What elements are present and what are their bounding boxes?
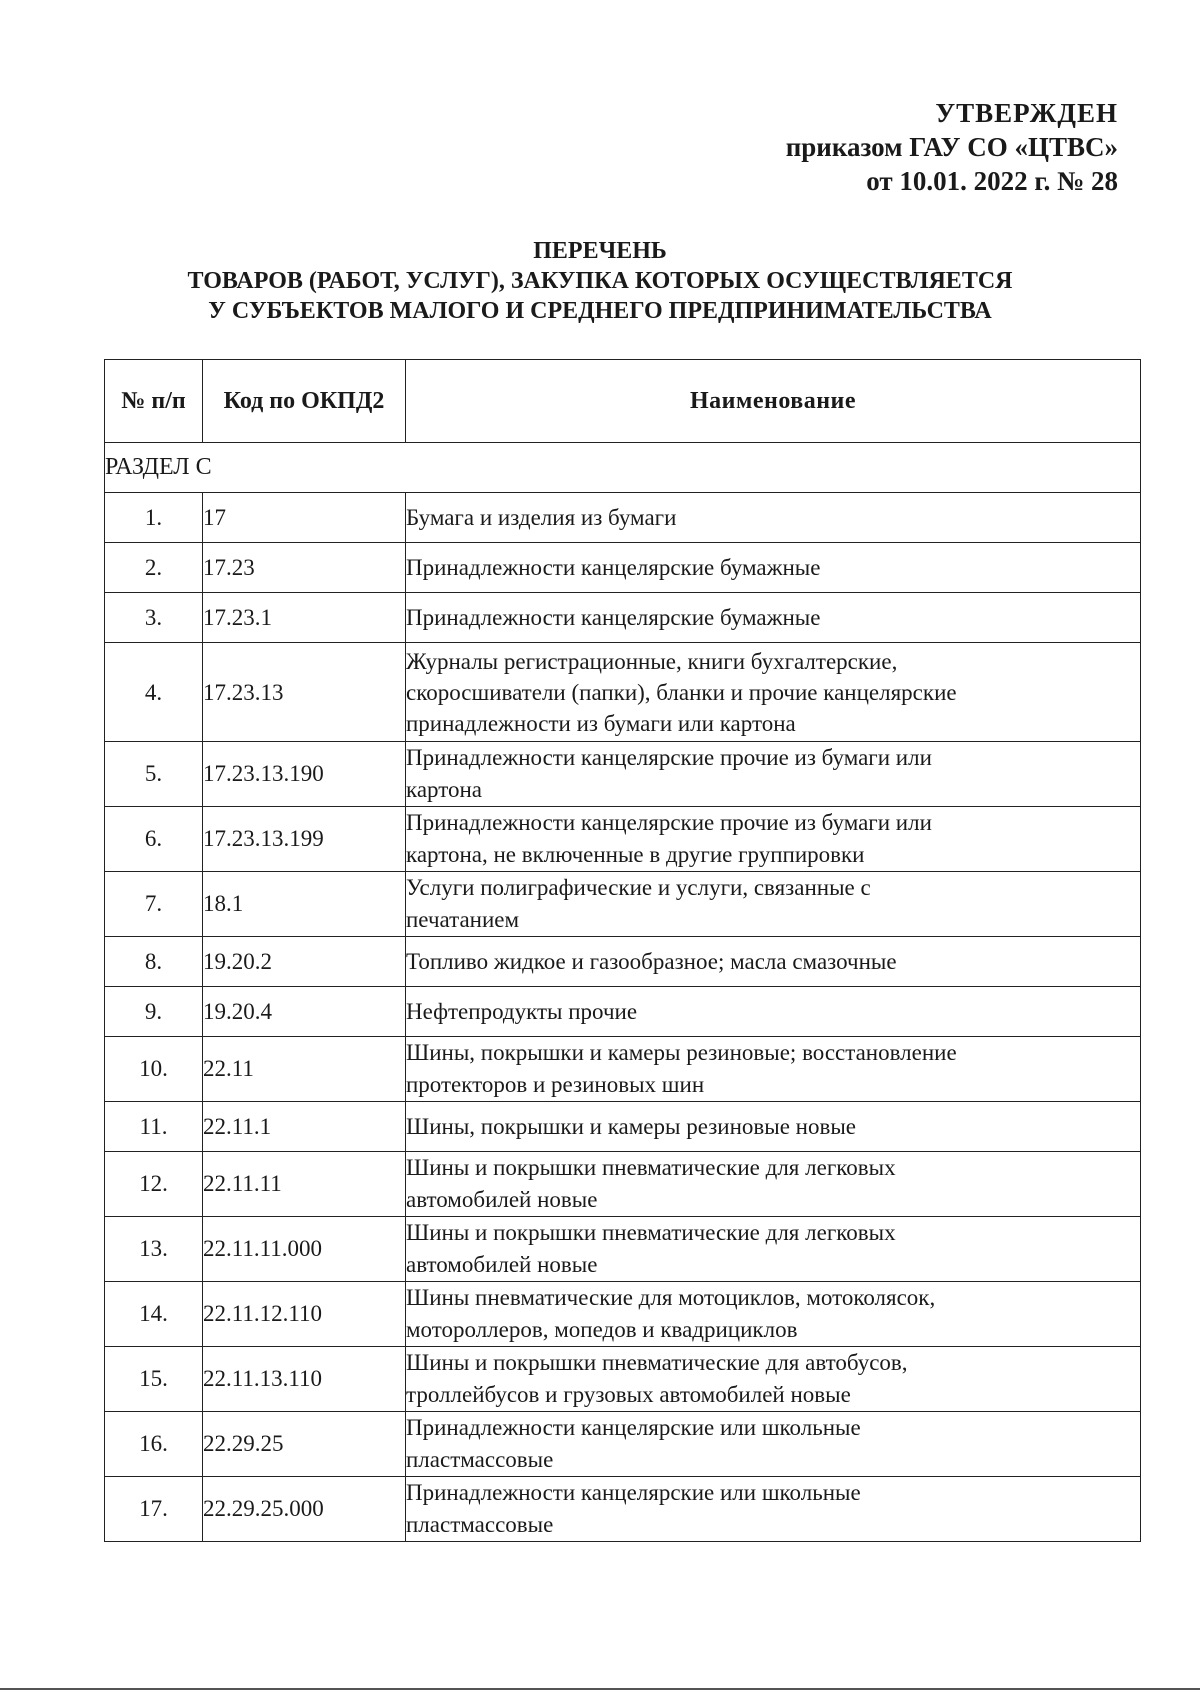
row-name-line: Шины и покрышки пневматические для автобусов, [406,1350,908,1375]
row-number: 9. [105,987,203,1037]
row-name-line: Услуги полиграфические и услуги, связанные с [406,875,871,900]
row-okpd2-code: 19.20.4 [203,987,406,1037]
header-num: № п/п [105,360,203,443]
row-name [406,543,1141,593]
table-row [105,1152,1141,1217]
document-title [100,236,1100,326]
row-number: 1. [105,493,203,543]
section-label: РАЗДЕЛ С [105,443,1141,493]
row-name [406,1152,1141,1217]
row-name-line: троллейбусов и грузовых автомобилей новые [406,1382,851,1407]
row-number: 13. [105,1217,203,1282]
header-code: Код по ОКПД2 [203,360,406,443]
table-row [105,1217,1141,1282]
approval-line-3: от 10.01. 2022 г. № 28 [866,166,1118,196]
row-name-line: картона [406,777,482,802]
approval-line-2: приказом ГАУ СО «ЦТВС» [785,132,1118,162]
table-body [105,443,1141,1542]
row-number: 12. [105,1152,203,1217]
table-row [105,807,1141,872]
table-header-row [105,360,1141,443]
title-line-2: ТОВАРОВ (РАБОТ, УСЛУГ), ЗАКУПКА КОТОРЫХ ОСУЩЕСТВЛЯЕТСЯ [187,268,1013,294]
row-name-line: печатанием [406,907,520,932]
title-line-1: ПЕРЕЧЕНЬ [533,238,667,264]
row-number: 8. [105,937,203,987]
table-row [105,1477,1141,1542]
row-okpd2-code: 17.23.1 [203,593,406,643]
row-okpd2-code: 17.23.13.190 [203,742,406,807]
row-okpd2-code: 22.29.25 [203,1412,406,1477]
row-okpd2-code: 22.29.25.000 [203,1477,406,1542]
row-name [406,742,1141,807]
row-name-line: Принадлежности канцелярские или школьные [406,1415,861,1440]
row-number: 6. [105,807,203,872]
table-row [105,742,1141,807]
page-bottom-edge [0,1688,1200,1690]
row-name-line: Нефтепродукты прочие [406,998,638,1024]
row-okpd2-code: 19.20.2 [203,937,406,987]
row-name [406,1412,1141,1477]
row-okpd2-code: 17 [203,493,406,543]
table-row [105,493,1141,543]
table-row [105,937,1141,987]
goods-table [104,359,1141,1542]
header-name: Наименование [406,360,1141,443]
table-row [105,1037,1141,1102]
row-okpd2-code: 17.23 [203,543,406,593]
row-number: 11. [105,1102,203,1152]
table-row [105,987,1141,1037]
table-row [105,1282,1141,1347]
row-name-line: Шины, покрышки и камеры резиновые; восстановление [406,1040,957,1065]
row-name [406,872,1141,937]
row-okpd2-code: 22.11.11 [203,1152,406,1217]
row-number: 3. [105,593,203,643]
row-name [406,643,1141,742]
row-name [406,1347,1141,1412]
row-okpd2-code: 18.1 [203,872,406,937]
row-number: 5. [105,742,203,807]
row-name [406,937,1141,987]
row-name-line: Принадлежности канцелярские или школьные [406,1480,861,1505]
row-name [406,807,1141,872]
row-name-line: Топливо жидкое и газообразное; масла смазочные [406,948,897,974]
row-okpd2-code: 22.11.11.000 [203,1217,406,1282]
row-name [406,1217,1141,1282]
row-name-line: принадлежности из бумаги или картона [406,710,796,736]
table-row [105,872,1141,937]
table-row [105,1347,1141,1412]
row-okpd2-code: 22.11.13.110 [203,1347,406,1412]
row-name-line: Бумага и изделия из бумаги [406,504,677,530]
row-name-line: Шины и покрышки пневматические для легковых [406,1155,896,1180]
row-name-line: мотороллеров, мопедов и квадрициклов [406,1317,798,1342]
row-name-line: автомобилей новые [406,1187,598,1212]
row-name-line: Шины пневматические для мотоциклов, мотоколясок, [406,1285,936,1310]
row-number: 7. [105,872,203,937]
row-name-line: пластмассовые [406,1512,554,1537]
row-name [406,987,1141,1037]
section-row [105,443,1141,493]
row-name-line: протекторов и резиновых шин [406,1072,705,1097]
row-name-line: Принадлежности канцелярские бумажные [406,554,821,580]
row-name [406,1037,1141,1102]
row-okpd2-code: 22.11.1 [203,1102,406,1152]
row-name [406,1282,1141,1347]
row-number: 10. [105,1037,203,1102]
table-row [105,643,1141,742]
row-name-line: Принадлежности канцелярские прочие из бумаги или [406,745,932,770]
row-name-line: Принадлежности канцелярские бумажные [406,604,821,630]
row-name-line: картона, не включенные в другие группировки [406,842,865,867]
row-okpd2-code: 17.23.13.199 [203,807,406,872]
row-name-line: пластмассовые [406,1447,554,1472]
row-name-line: Шины и покрышки пневматические для легковых [406,1220,896,1245]
row-name [406,1102,1141,1152]
row-name-line: скоросшиватели (папки), бланки и прочие канцелярские [406,679,957,705]
row-okpd2-code: 17.23.13 [203,643,406,742]
row-name-line: Журналы регистрационные, книги бухгалтерские, [406,648,898,674]
table-row [105,543,1141,593]
title-line-3: У СУБЪЕКТОВ МАЛОГО И СРЕДНЕГО ПРЕДПРИНИМАТЕЛЬСТВА [208,298,992,324]
row-name [406,493,1141,543]
table-row [105,1412,1141,1477]
row-name [406,1477,1141,1542]
approval-line-1: УТВЕРЖДЕН [935,98,1118,128]
row-number: 16. [105,1412,203,1477]
row-name [406,593,1141,643]
table-row [105,1102,1141,1152]
row-number: 4. [105,643,203,742]
row-name-line: Принадлежности канцелярские прочие из бумаги или [406,810,932,835]
row-okpd2-code: 22.11 [203,1037,406,1102]
row-name-line: автомобилей новые [406,1252,598,1277]
row-number: 17. [105,1477,203,1542]
row-name-line: Шины, покрышки и камеры резиновые новые [406,1113,857,1139]
row-number: 15. [105,1347,203,1412]
row-okpd2-code: 22.11.12.110 [203,1282,406,1347]
row-number: 2. [105,543,203,593]
table-row [105,593,1141,643]
row-number: 14. [105,1282,203,1347]
approval-stamp [786,96,1118,198]
